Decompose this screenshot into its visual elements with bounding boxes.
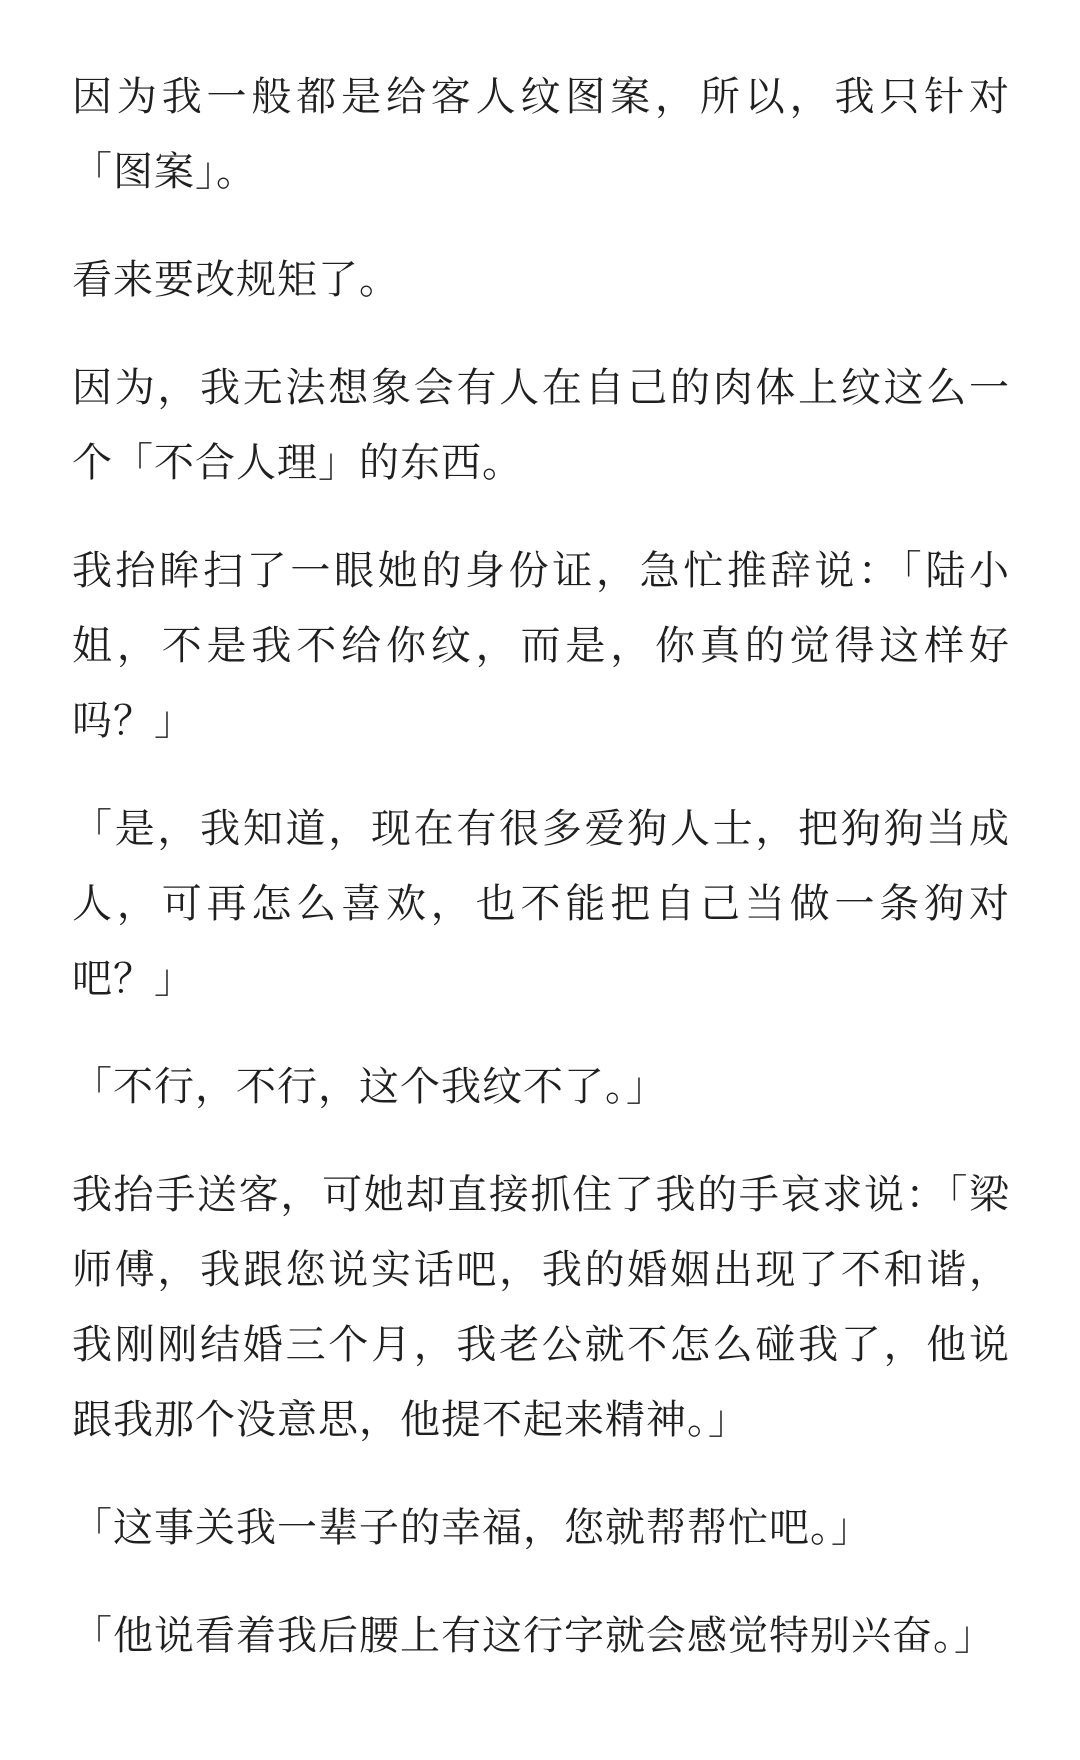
paragraph-2: 看来要改规矩了。 — [72, 257, 400, 303]
paragraph-8: 「这事关我一辈子的幸福，您就帮帮忙吧。」 — [72, 1505, 872, 1551]
paragraph-4: 我抬眸扫了一眼她的身份证，急忙推辞说：「陆小姐，不是我不给你纹，而是，你真的觉得这样好吗？」 — [72, 548, 1010, 744]
paragraph-6: 「不行，不行，这个我纹不了。」 — [72, 1064, 667, 1110]
paragraph-3: 因为，我无法想象会有人在自己的肉体上纹这么一个「不合人理」的东西。 — [72, 365, 1010, 486]
paragraph-5: 「是，我知道，现在有很多爱狗人士，把狗狗当成人，可再怎么喜欢，也不能把自己当做一条狗对吧？」 — [72, 806, 1010, 1002]
paragraph-1: 因为我一般都是给客人纹图案，所以，我只针对「图案」。 — [72, 74, 1010, 195]
paragraph-9: 「他说看着我后腰上有这行字就会感觉特别兴奋。」 — [72, 1613, 995, 1659]
paragraph-7: 我抬手送客，可她却直接抓住了我的手哀求说：「梁师傅，我跟您说实话吧，我的婚姻出现了不和谐，我刚刚结婚三个月，我老公就不怎么碰我了，他说跟我那个没意思，他提不起来精神。」 — [72, 1172, 1010, 1443]
